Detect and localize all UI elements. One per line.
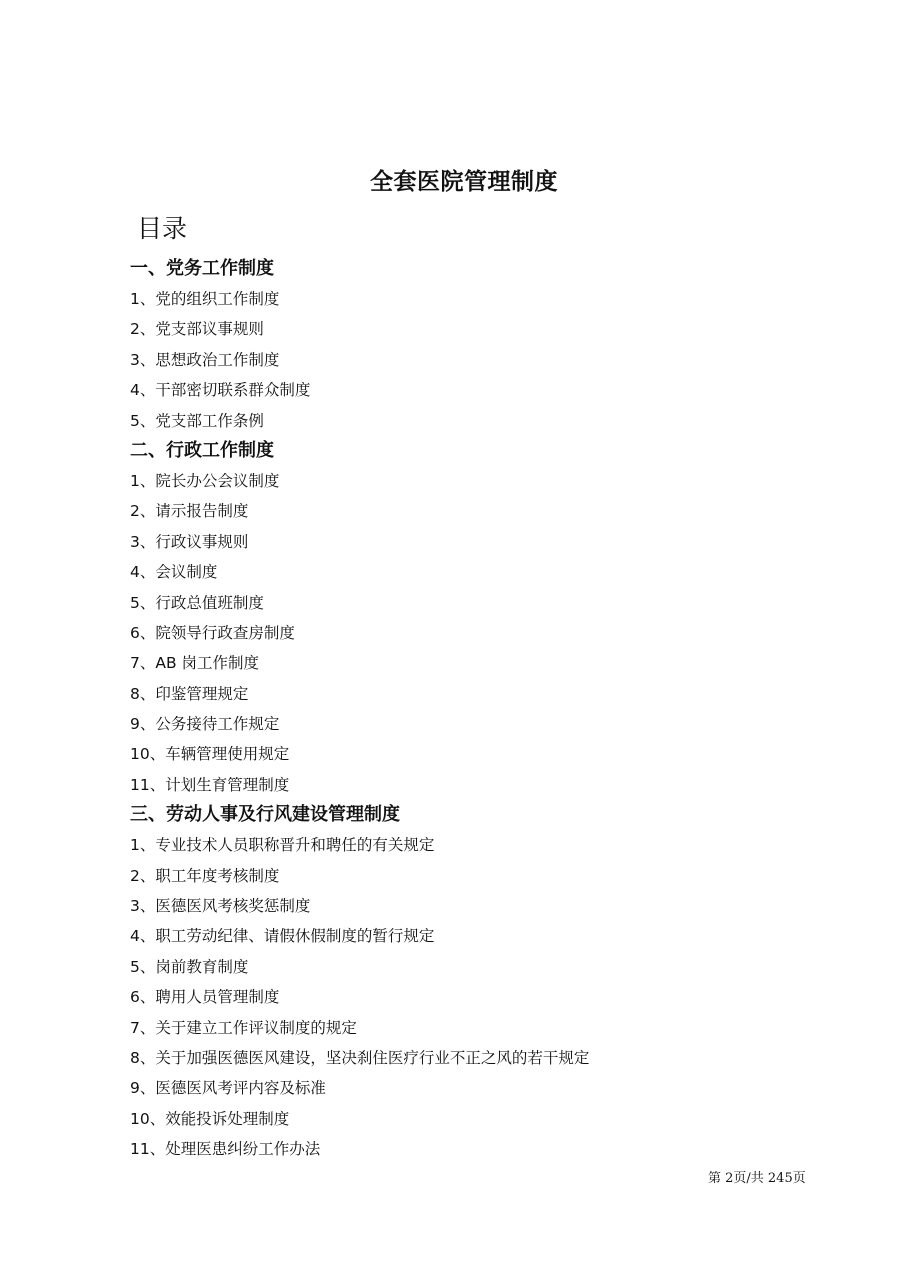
toc-item: 7、AB 岗工作制度 — [130, 654, 260, 673]
toc-item: 6、聘用人员管理制度 — [130, 988, 280, 1007]
section-title: 三、劳动人事及行风建设管理制度 — [130, 804, 400, 826]
toc-item: 4、干部密切联系群众制度 — [130, 381, 311, 400]
toc-item: 7、关于建立工作评议制度的规定 — [130, 1018, 357, 1037]
toc-item: 11、处理医患纠纷工作办法 — [130, 1140, 321, 1159]
toc-item: 4、会议制度 — [130, 563, 218, 582]
toc-item: 9、医德医风考评内容及标准 — [130, 1079, 326, 1098]
toc-item: 1、专业技术人员职称晋升和聘任的有关规定 — [130, 836, 435, 855]
toc-item: 5、岗前教育制度 — [130, 957, 249, 976]
section-title: 一、党务工作制度 — [130, 258, 274, 279]
toc-item: 3、医德医风考核奖惩制度 — [130, 897, 311, 916]
toc-section-administration — [130, 436, 830, 800]
table-of-contents — [130, 254, 830, 1165]
toc-item: 5、党支部工作条例 — [130, 411, 264, 430]
section-title: 二、行政工作制度 — [130, 439, 274, 461]
toc-item: 10、效能投诉处理制度 — [130, 1109, 290, 1128]
toc-item: 10、车辆管理使用规定 — [130, 745, 290, 764]
toc-item: 5、行政总值班制度 — [130, 593, 264, 612]
toc-item: 6、院领导行政查房制度 — [130, 623, 295, 642]
toc-item: 1、党的组织工作制度 — [130, 290, 280, 308]
toc-heading: 目录 — [137, 214, 188, 243]
page-number: 第 2页/共 245页 — [708, 1171, 806, 1186]
toc-section-personnel — [130, 800, 830, 1164]
toc-item: 1、院长办公会议制度 — [130, 471, 280, 490]
document-title: 全套医院管理制度 — [370, 169, 558, 195]
toc-item: 4、职工劳动纪律、请假休假制度的暂行规定 — [130, 927, 435, 946]
toc-section-party-affairs — [130, 254, 830, 436]
toc-item: 3、思想政治工作制度 — [130, 350, 280, 369]
toc-item: 2、请示报告制度 — [130, 502, 249, 521]
toc-item: 11、计划生育管理制度 — [130, 775, 290, 794]
toc-item: 9、公务接待工作规定 — [130, 715, 280, 734]
toc-item: 2、党支部议事规则 — [130, 320, 264, 339]
toc-item: 2、职工年度考核制度 — [130, 866, 280, 885]
toc-item: 3、行政议事规则 — [130, 532, 249, 551]
toc-item: 8、关于加强医德医风建设，坚决刹住医疗行业不正之风的若干规定 — [130, 1048, 590, 1067]
toc-item: 8、印鉴管理规定 — [130, 684, 249, 703]
